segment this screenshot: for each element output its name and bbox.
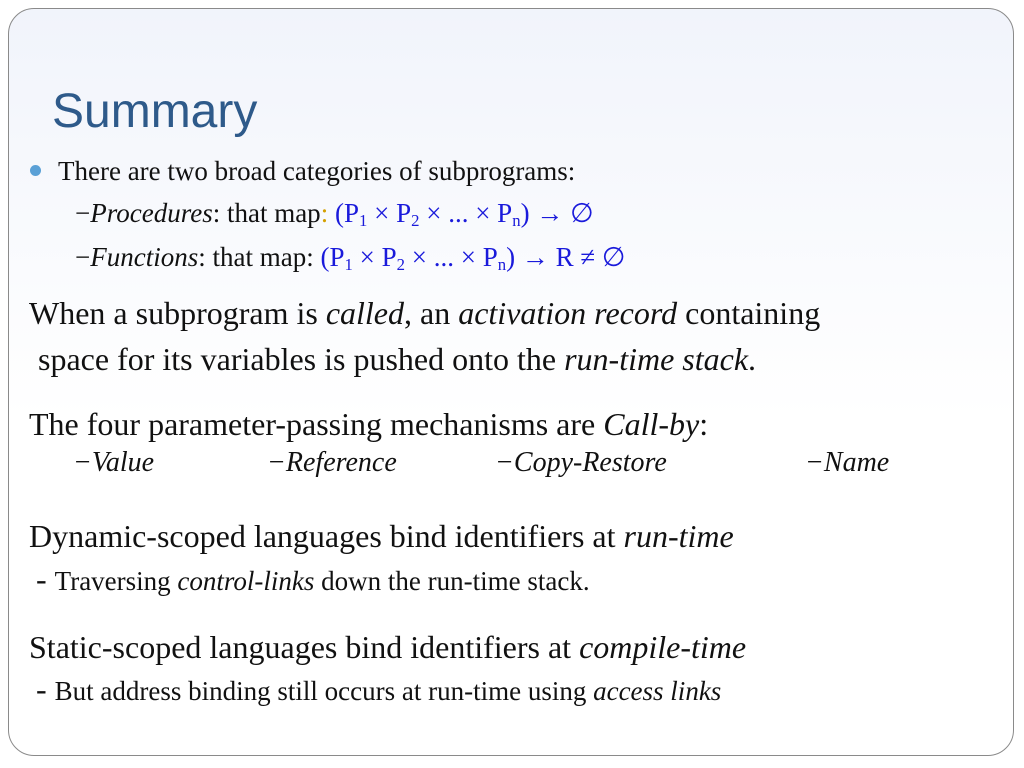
mechanism-copy-restore: −Copy-Restore [495,447,667,478]
mechanism-name: −Name [805,447,890,478]
bullet-text: There are two broad categories of subprograms: [58,156,576,186]
mechanism-reference: −Reference [267,447,397,478]
functions-term: Functions [90,242,199,272]
static-scope-detail: - But address binding still occurs at run-time using access links [36,671,722,707]
procedures-text: : that map [212,198,321,228]
mechanisms-heading: The four parameter-passing mechanisms are Call-by: [29,406,709,442]
procedures-formula: ($P_1 \times P_2$ × ... × $P_n$) → ∅ [328,198,594,231]
activation-line-2: space for its variables is pushed onto the run-time stack. [38,341,757,377]
mechanism-value: −Value [73,447,155,478]
functions-line [75,241,625,273]
slide-title: Summary [52,85,258,138]
static-scope-line: Static-scoped languages bind identifiers at compile-time [29,629,747,665]
dynamic-scope-line: Dynamic-scoped languages bind identifiers at run-time [29,518,734,554]
procedures-colon: : [320,198,329,228]
bullet-icon [30,165,41,176]
procedures-dash: − [75,198,91,228]
procedures-line [75,197,594,229]
procedures-term: Procedures [90,198,213,228]
functions-formula: ($P_1 \times P_2$ × ... × $P_n) \to R$ ≠ ∅ [320,242,626,275]
activation-line-1: When a subprogram is called, an activation record containing [29,295,821,331]
functions-text: : that map: [198,242,321,272]
dynamic-scope-detail: - Traversing control-links down the run-time stack. [36,561,590,597]
functions-dash: − [75,242,91,272]
